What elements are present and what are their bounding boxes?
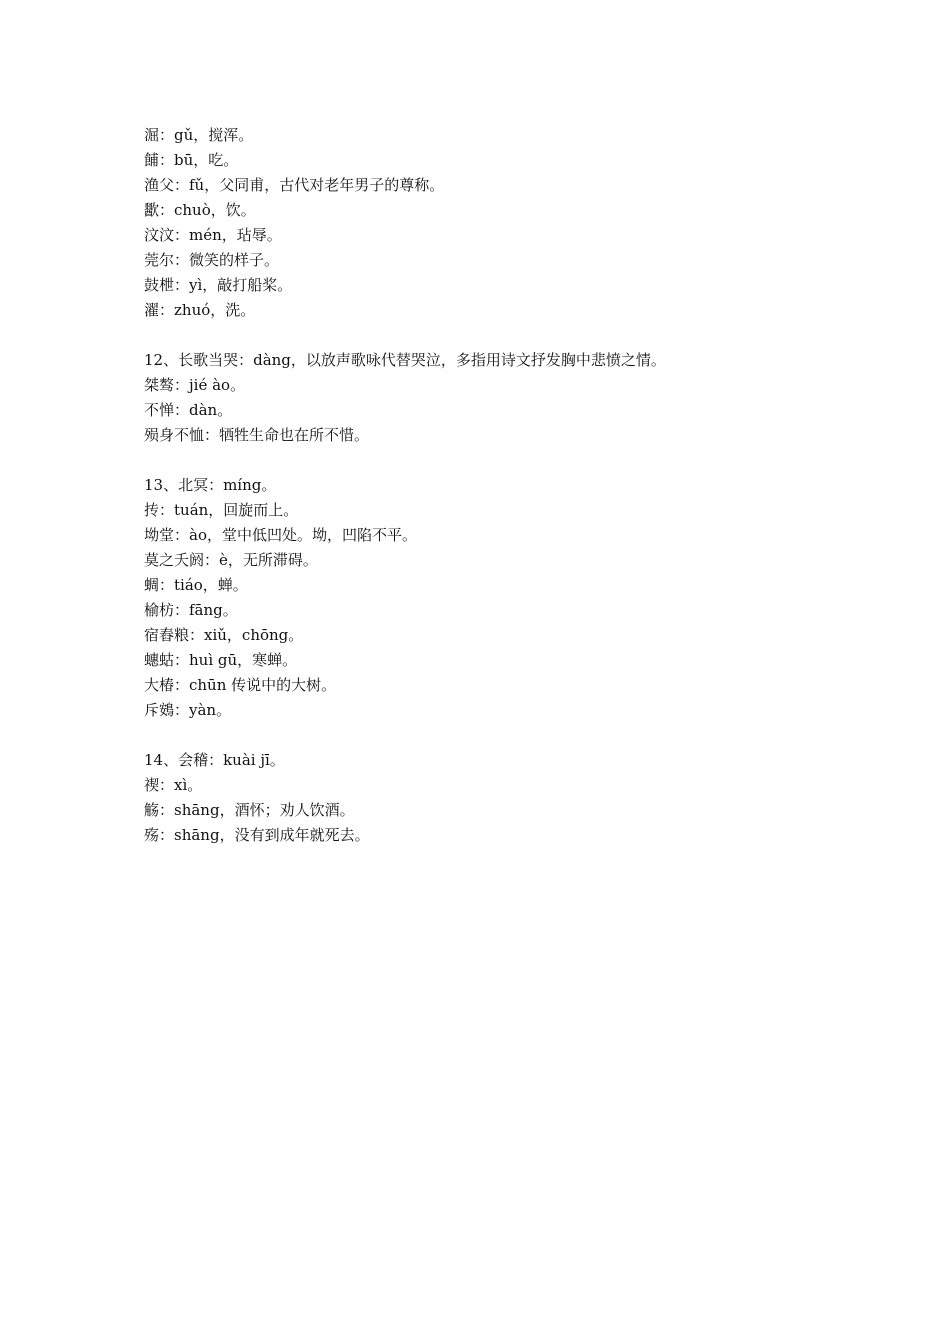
text-line: 殇：shāng，没有到成年就死去。 [144, 826, 370, 844]
section-12-heading: 12、长歌当哭：dàng，以放声歌咏代替哭泣，多指用诗文抒发胸中悲愤之情。 [144, 351, 666, 369]
text-line: 禊：xì。 [144, 776, 203, 794]
text-line: 宿舂粮：xiǔ，chōng。 [144, 626, 304, 644]
blank-line [144, 323, 824, 348]
blank-line [144, 448, 824, 473]
text-line: 鼓枻：yì，敲打船桨。 [144, 276, 293, 294]
text-line: 莫之夭阏：è，无所滞碍。 [144, 551, 318, 569]
text-line: 蟪蛄：huì gū，寒蝉。 [144, 651, 298, 669]
text-line: 餔：bū，吃。 [144, 151, 239, 169]
text-line: 斥鴳：yàn。 [144, 701, 232, 719]
text-line: 觞：shāng，酒怀；劝人饮酒。 [144, 801, 355, 819]
text-line: 淈：gǔ，搅浑。 [144, 126, 254, 144]
document-body [144, 123, 824, 848]
text-line: 莞尔：微笑的样子。 [144, 251, 280, 269]
text-line: 渔父：fǔ，父同甫，古代对老年男子的尊称。 [144, 176, 445, 194]
text-line: 歠：chuò，饮。 [144, 201, 256, 219]
text-line: 桀骜：jié ào。 [144, 376, 246, 394]
text-line: 抟：tuán，回旋而上。 [144, 501, 299, 519]
text-line: 大椿：chūn 传说中的大树。 [144, 676, 337, 694]
text-line: 榆枋：fāng。 [144, 601, 238, 619]
section-14-heading: 14、会稽：kuài jī。 [144, 751, 285, 769]
blank-line [144, 723, 824, 748]
text-line: 汶汶：mén，玷辱。 [144, 226, 282, 244]
text-line: 不惮：dàn。 [144, 401, 233, 419]
text-line: 濯：zhuó，洗。 [144, 301, 256, 319]
text-line: 坳堂：ào，堂中低凹处。坳，凹陷不平。 [144, 526, 417, 544]
section-13-heading: 13、北冥：míng。 [144, 476, 277, 494]
text-line: 蜩：tiáo，蝉。 [144, 576, 248, 594]
text-line: 殒身不恤：牺牲生命也在所不惜。 [144, 426, 370, 444]
